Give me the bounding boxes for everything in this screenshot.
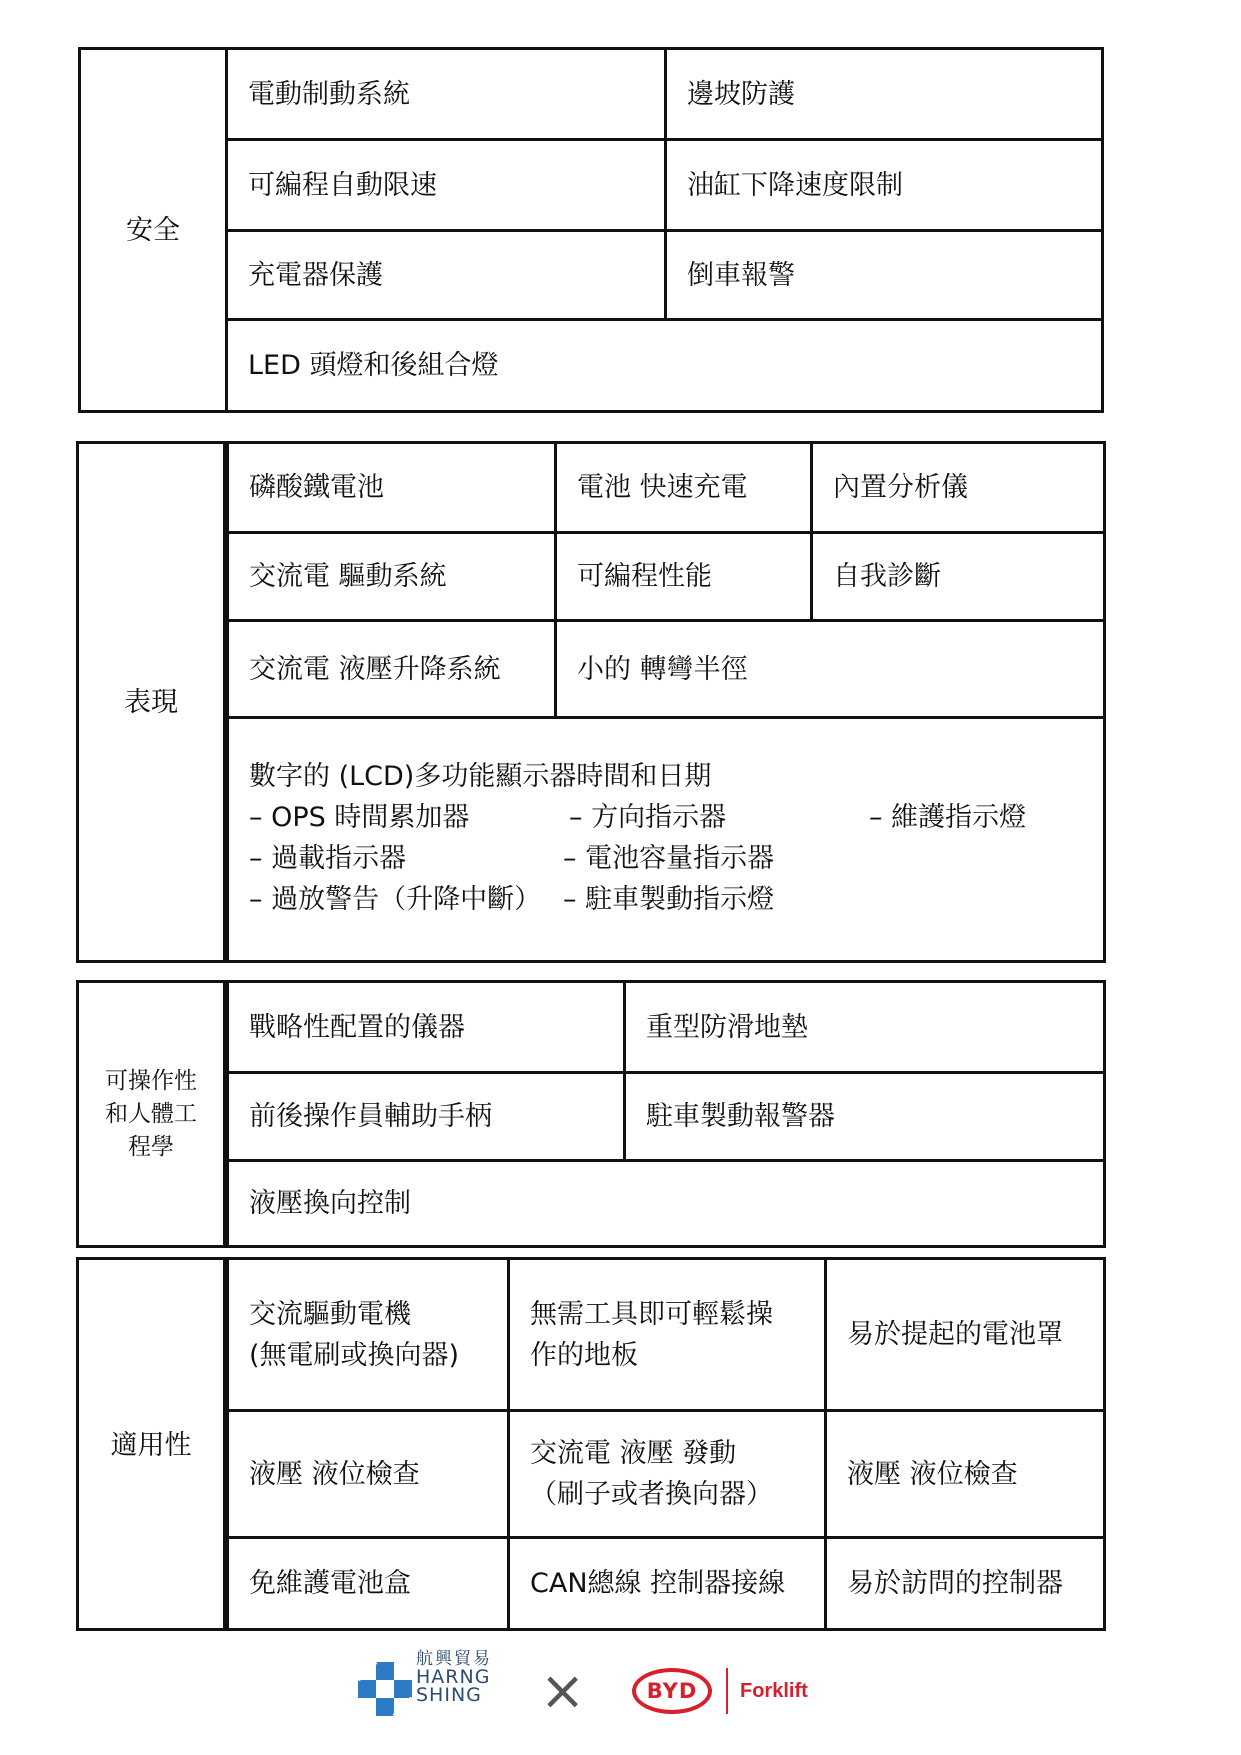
cell-electric-brake: 電動制動系統 [225, 50, 664, 138]
cell-reverse-alarm: 倒車報警 [664, 229, 1101, 318]
battery-capacity-indicator: – 電池容量指示器 [563, 843, 775, 874]
cell-assist-handles: 前後操作員輔助手柄 [226, 1071, 623, 1159]
cell-lcd-display [226, 716, 1103, 960]
cell-strategic-instruments: 戰略性配置的儀器 [226, 983, 623, 1071]
cell-ac-drive-motor [226, 1260, 507, 1409]
display-row-1 [249, 797, 1103, 838]
overload-indicator: – 過載指示器 [249, 843, 407, 874]
forklift-label: Forklift [740, 1680, 808, 1702]
display-row-3 [249, 879, 1103, 920]
ops-hour-meter: – OPS 時間累加器 [249, 802, 470, 833]
harngshing-logo-icon [356, 1660, 414, 1718]
direction-indicator: – 方向指示器 [569, 802, 727, 833]
ergonomics-header-line-1: 可操作性 [105, 1067, 197, 1094]
parking-brake-indicator: – 駐車製動指示燈 [563, 884, 775, 915]
display-title: 數字的 (LCD)多功能顯示器時間和日期 [249, 761, 712, 792]
cell-ac-drive-motor-line-1: 交流驅動電機 [249, 1298, 411, 1330]
ergonomics-header-line-2: 和人體工 [105, 1100, 197, 1127]
harngshing-en-1: HARNG [416, 1666, 491, 1688]
cell-ac-drive-motor-line-2: (無電刷或換向器) [249, 1339, 460, 1371]
cell-battery-cover: 易於提起的電池罩 [824, 1260, 1103, 1409]
cell-ramp-protection: 邊坡防護 [664, 50, 1101, 138]
cell-ac-hydraulic-motor-line-2: （刷子或者換向器） [530, 1479, 773, 1510]
cell-hydraulic-level-check-1: 液壓 液位檢查 [226, 1409, 507, 1536]
cell-ac-hydraulic-motor [507, 1409, 824, 1536]
cell-fast-charging: 電池 快速充電 [554, 444, 810, 531]
cell-maintenance-free-battery-box: 免維護電池盒 [226, 1536, 507, 1628]
cell-ac-hydraulic-motor-line-1: 交流電 液壓 發動 [530, 1438, 737, 1469]
ergonomics-header [79, 983, 226, 1245]
cell-built-in-analyzer: 內置分析儀 [810, 444, 1103, 531]
cell-cylinder-lowering-limit: 油缸下降速度限制 [664, 138, 1101, 229]
maintenance-indicator: – 維護指示燈 [869, 802, 1027, 833]
logo-divider [726, 1668, 728, 1714]
ergonomics-table [76, 980, 1106, 1248]
serviceability-header [79, 1260, 226, 1628]
cell-ac-hydraulic-lift: 交流電 液壓升降系統 [226, 619, 554, 716]
performance-table [76, 441, 1106, 963]
cell-hydraulic-direction-control: 液壓換向控制 [226, 1159, 1103, 1245]
cell-tool-free-floor-line-2: 作的地板 [530, 1339, 638, 1371]
cell-tool-free-floor [507, 1260, 824, 1409]
serviceability-table [76, 1257, 1106, 1631]
cell-parking-brake-alarm: 駐車製動報警器 [623, 1071, 1103, 1159]
byd-logo [632, 1668, 712, 1714]
cell-programmable-performance: 可編程性能 [554, 531, 810, 619]
cell-lfp-battery: 磷酸鐵電池 [226, 444, 554, 531]
performance-header: 表現 [79, 444, 226, 960]
cell-can-bus-wiring: CAN總線 控制器接線 [507, 1536, 824, 1628]
safety-header: 安全 [81, 50, 228, 410]
safety-table [78, 47, 1104, 413]
cell-accessible-controller: 易於訪問的控制器 [824, 1536, 1103, 1628]
cell-self-diagnosis: 自我診斷 [810, 531, 1103, 619]
ergonomics-header-line-3: 程學 [128, 1133, 174, 1160]
harngshing-cn: 航興貿易 [416, 1649, 492, 1669]
cell-small-turning-radius: 小的 轉彎半徑 [554, 619, 1103, 716]
cell-tool-free-floor-line-1: 無需工具即可輕鬆操 [530, 1298, 773, 1330]
display-row-2 [249, 838, 1103, 879]
cell-hydraulic-level-check-2: 液壓 液位檢查 [824, 1409, 1103, 1536]
over-discharge-warning: – 過放警告（升降中斷） [249, 884, 542, 915]
cell-programmable-speed-limit: 可編程自動限速 [225, 138, 664, 229]
cell-led-lights: LED 頭燈和後組合燈 [225, 318, 1101, 410]
cell-anti-slip-mat: 重型防滑地墊 [623, 983, 1103, 1071]
byd-logo-text: BYD [646, 1679, 698, 1703]
cell-charger-protection: 充電器保護 [225, 229, 664, 318]
cross-separator-icon: × [540, 1659, 586, 1722]
harngshing-en-2: SHING [416, 1684, 482, 1706]
serviceability-header-text: 適用性 [110, 1430, 192, 1461]
cell-ac-drive: 交流電 驅動系統 [226, 531, 554, 619]
harngshing-wordmark [416, 1650, 492, 1704]
